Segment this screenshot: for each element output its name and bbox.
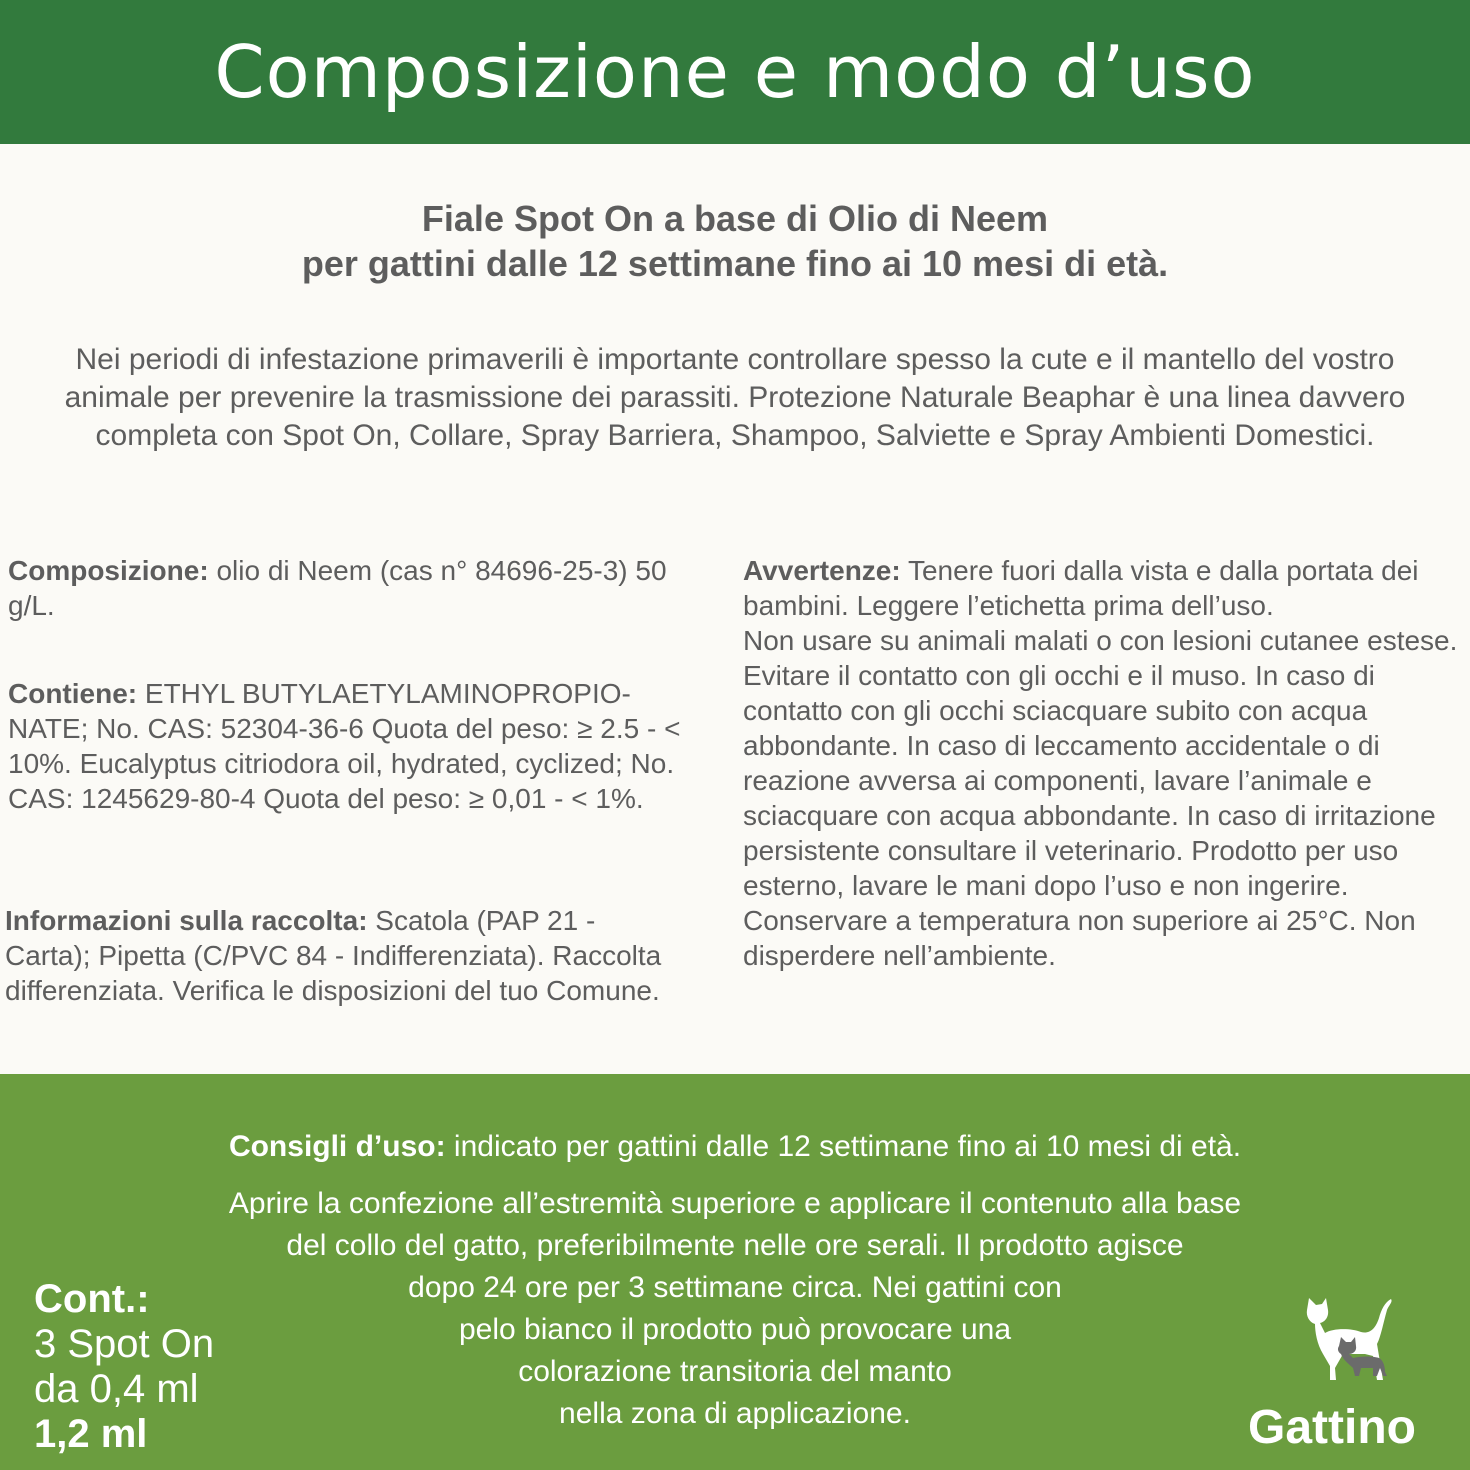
usage-line: del collo del gatto, preferibilmente nelle ore serali. Il prodotto agisce (286, 1229, 1184, 1262)
contents-total: 1,2 ml (34, 1412, 148, 1456)
usage-line: pelo bianco il prodotto può provocare una (458, 1313, 1012, 1346)
header-banner (0, 0, 1470, 144)
disposal-block (5, 903, 675, 1008)
page-title: Composizione e modo d’uso (214, 30, 1256, 114)
contents-label: Cont.: (34, 1277, 150, 1321)
warnings-block (743, 553, 1465, 973)
intro-paragraph: Nei periodi di infestazione primaverili è importante controllare spesso la cute e il mantello del vostro animale per prevenire la trasmissione dei parassiti. Protezione Naturale Beaphar è una linea davvero completa con Spot On, Collare, Spray Barriera, Shampoo, Salviette e Spray Ambienti Domestici. (64, 343, 1406, 452)
contents-line-2: da 0,4 ml (34, 1367, 199, 1411)
product-subtitle (0, 196, 1470, 286)
composition-block (8, 553, 708, 623)
composition-label: Composizione: (8, 555, 209, 586)
disposal-text: Scatola (PAP 21 - Carta); Pipetta (C/PVC 84 - Indifferenziata). Raccolta differenziata. Verifica le disposizioni del tuo Comune. (5, 905, 662, 1006)
usage-summary: indicato per gattini dalle 12 settimane fino ai 10 mesi di età. (445, 1130, 1242, 1163)
disposal-label: Informazioni sulla raccolta: (5, 905, 368, 936)
usage-line: dopo 24 ore per 3 settimane circa. Nei gattini con (408, 1271, 1062, 1304)
contains-text: ETHYL BUTYLAETYLAMINOPROPIO-NATE; No. CAS: 52304-36-6 Quota del peso: ≥ 2.5 - < 10%. Eucalyptus citriodora oil, hydrated, cyclized; No. CAS: 1245629-80-4 Quota del peso: ≥ 0,01 - < 1%. (8, 678, 681, 814)
usage-footer (0, 1074, 1470, 1470)
usage-instructions (0, 1183, 1470, 1435)
kitten-label: Gattino (1248, 1401, 1416, 1454)
usage-line: nella zona di applicazione. (559, 1397, 911, 1430)
contents-info (34, 1277, 214, 1457)
contents-line-1: 3 Spot On (34, 1322, 215, 1366)
usage-label: Consigli d’uso: (228, 1130, 446, 1163)
contains-block (8, 676, 708, 816)
composition-text: olio di Neem (cas n° 84696-25-3) 50 g/L. (8, 555, 667, 621)
subtitle-line-1: Fiale Spot On a base di Olio di Neem (421, 198, 1049, 239)
contains-label: Contiene: (8, 678, 138, 709)
cat-kitten-icon (1303, 1296, 1395, 1384)
usage-line: Aprire la confezione all’estremità superiore e applicare il contenuto alla base (228, 1187, 1242, 1220)
usage-line: colorazione transitoria del manto (518, 1355, 952, 1388)
warnings-text-2: Non usare su animali malati o con lesioni cutanee estese. Evitare il contatto con gli occhi e il muso. In caso di contatto con gli occhi sciacquare subito con acqua abbondante. In caso di leccamento accidentale o di reazione avversa ai componenti, lavare l’animale e sciacquare con acqua abbondante. In caso di irritazione persistente consultare il veterinario. Prodotto per uso esterno, lavare le mani dopo l’uso e non ingerire. Conservare a temperatura non superiore ai 25°C. Non disperdere nell’ambiente. (743, 625, 1458, 971)
warnings-label: Avvertenze: (743, 555, 901, 586)
usage-heading (0, 1128, 1470, 1166)
subtitle-line-2: per gattini dalle 12 settimane fino ai 10 mesi di età. (301, 243, 1169, 284)
warnings-text-1: Tenere fuori dalla vista e dalla portata dei bambini. Leggere l’etichetta prima dell’uso. (743, 555, 1419, 621)
